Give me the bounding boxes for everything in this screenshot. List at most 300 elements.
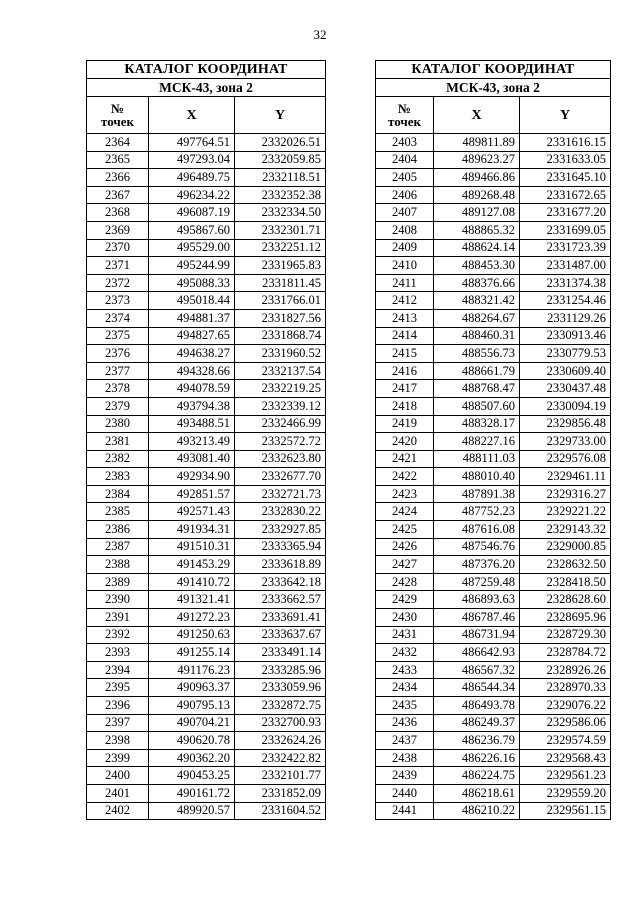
table-row bbox=[376, 749, 611, 767]
column-header-number: № точек bbox=[376, 97, 434, 134]
table-row bbox=[87, 732, 326, 750]
point-number: 2376 bbox=[87, 345, 149, 363]
table-row bbox=[376, 732, 611, 750]
point-number: 2399 bbox=[87, 749, 149, 767]
point-number: 2436 bbox=[376, 714, 434, 732]
column-header-x: X bbox=[149, 97, 235, 134]
x-coordinate: 488264.67 bbox=[434, 309, 520, 327]
point-number: 2423 bbox=[376, 485, 434, 503]
point-number: 2405 bbox=[376, 169, 434, 187]
x-coordinate: 490704.21 bbox=[149, 714, 235, 732]
x-coordinate: 489623.27 bbox=[434, 151, 520, 169]
point-number: 2425 bbox=[376, 521, 434, 539]
x-coordinate: 490453.25 bbox=[149, 767, 235, 785]
table-row bbox=[87, 151, 326, 169]
table-row bbox=[376, 679, 611, 697]
x-coordinate: 486249.37 bbox=[434, 714, 520, 732]
table-row bbox=[87, 257, 326, 275]
table-row bbox=[376, 609, 611, 627]
y-coordinate: 2331374.38 bbox=[520, 274, 611, 292]
y-coordinate: 2329461.11 bbox=[520, 468, 611, 486]
y-coordinate: 2333059.96 bbox=[235, 679, 326, 697]
point-number: 2434 bbox=[376, 679, 434, 697]
point-number: 2418 bbox=[376, 397, 434, 415]
y-coordinate: 2332059.85 bbox=[235, 151, 326, 169]
x-coordinate: 489466.86 bbox=[434, 169, 520, 187]
table-row bbox=[87, 380, 326, 398]
table-row bbox=[376, 802, 611, 820]
x-coordinate: 491176.23 bbox=[149, 661, 235, 679]
point-number: 2381 bbox=[87, 433, 149, 451]
y-coordinate: 2329856.48 bbox=[520, 415, 611, 433]
point-number: 2432 bbox=[376, 644, 434, 662]
x-coordinate: 491272.23 bbox=[149, 609, 235, 627]
y-coordinate: 2331254.46 bbox=[520, 292, 611, 310]
y-coordinate: 2331487.00 bbox=[520, 257, 611, 275]
catalog-title: КАТАЛОГ КООРДИНАТ bbox=[87, 61, 326, 79]
point-number: 2366 bbox=[87, 169, 149, 187]
y-coordinate: 2331827.56 bbox=[235, 309, 326, 327]
x-coordinate: 486642.93 bbox=[434, 644, 520, 662]
table-row bbox=[87, 538, 326, 556]
table-row bbox=[87, 503, 326, 521]
y-coordinate: 2333618.89 bbox=[235, 556, 326, 574]
y-coordinate: 2332721.73 bbox=[235, 485, 326, 503]
y-coordinate: 2331677.20 bbox=[520, 204, 611, 222]
point-number: 2395 bbox=[87, 679, 149, 697]
x-coordinate: 488453.30 bbox=[434, 257, 520, 275]
x-coordinate: 491410.72 bbox=[149, 573, 235, 591]
y-coordinate: 2329000.85 bbox=[520, 538, 611, 556]
y-coordinate: 2333285.96 bbox=[235, 661, 326, 679]
table-row bbox=[376, 169, 611, 187]
y-coordinate: 2332830.22 bbox=[235, 503, 326, 521]
point-number: 2417 bbox=[376, 380, 434, 398]
table-row bbox=[87, 573, 326, 591]
table-row bbox=[376, 433, 611, 451]
y-coordinate: 2333691.41 bbox=[235, 609, 326, 627]
point-number: 2433 bbox=[376, 661, 434, 679]
y-coordinate: 2332422.82 bbox=[235, 749, 326, 767]
table-row bbox=[87, 169, 326, 187]
y-coordinate: 2333642.18 bbox=[235, 573, 326, 591]
point-number: 2391 bbox=[87, 609, 149, 627]
x-coordinate: 488328.17 bbox=[434, 415, 520, 433]
point-number: 2386 bbox=[87, 521, 149, 539]
x-coordinate: 493213.49 bbox=[149, 433, 235, 451]
x-coordinate: 488460.31 bbox=[434, 327, 520, 345]
table-row bbox=[87, 661, 326, 679]
point-number: 2384 bbox=[87, 485, 149, 503]
x-coordinate: 490795.13 bbox=[149, 697, 235, 715]
table-row bbox=[87, 767, 326, 785]
point-number: 2365 bbox=[87, 151, 149, 169]
coordinate-catalog-right bbox=[375, 60, 611, 820]
y-coordinate: 2332624.26 bbox=[235, 732, 326, 750]
point-number: 2369 bbox=[87, 221, 149, 239]
point-number: 2428 bbox=[376, 573, 434, 591]
point-number: 2394 bbox=[87, 661, 149, 679]
x-coordinate: 488376.66 bbox=[434, 274, 520, 292]
point-number: 2398 bbox=[87, 732, 149, 750]
y-coordinate: 2331604.52 bbox=[235, 802, 326, 820]
table-row bbox=[376, 661, 611, 679]
x-coordinate: 491255.14 bbox=[149, 644, 235, 662]
x-coordinate: 486224.75 bbox=[434, 767, 520, 785]
x-coordinate: 491510.31 bbox=[149, 538, 235, 556]
y-coordinate: 2331960.52 bbox=[235, 345, 326, 363]
point-number: 2390 bbox=[87, 591, 149, 609]
table-row bbox=[87, 485, 326, 503]
table-row bbox=[376, 292, 611, 310]
table-row bbox=[376, 221, 611, 239]
point-number: 2388 bbox=[87, 556, 149, 574]
point-number: 2407 bbox=[376, 204, 434, 222]
x-coordinate: 495529.00 bbox=[149, 239, 235, 257]
x-coordinate: 496489.75 bbox=[149, 169, 235, 187]
catalog-rows bbox=[376, 134, 611, 820]
y-coordinate: 2332118.51 bbox=[235, 169, 326, 187]
x-coordinate: 490161.72 bbox=[149, 784, 235, 802]
x-coordinate: 489920.57 bbox=[149, 802, 235, 820]
point-number: 2370 bbox=[87, 239, 149, 257]
point-number: 2379 bbox=[87, 397, 149, 415]
y-coordinate: 2331616.15 bbox=[520, 134, 611, 152]
y-coordinate: 2332466.99 bbox=[235, 415, 326, 433]
table-row bbox=[376, 239, 611, 257]
point-number: 2426 bbox=[376, 538, 434, 556]
x-coordinate: 494638.27 bbox=[149, 345, 235, 363]
table-row bbox=[87, 644, 326, 662]
x-coordinate: 488227.16 bbox=[434, 433, 520, 451]
table-row bbox=[376, 186, 611, 204]
point-number: 2402 bbox=[87, 802, 149, 820]
x-coordinate: 488865.32 bbox=[434, 221, 520, 239]
y-coordinate: 2328418.50 bbox=[520, 573, 611, 591]
point-number: 2385 bbox=[87, 503, 149, 521]
table-row bbox=[376, 767, 611, 785]
y-coordinate: 2328926.26 bbox=[520, 661, 611, 679]
x-coordinate: 490963.37 bbox=[149, 679, 235, 697]
y-coordinate: 2331723.39 bbox=[520, 239, 611, 257]
point-number: 2373 bbox=[87, 292, 149, 310]
y-coordinate: 2329568.43 bbox=[520, 749, 611, 767]
table-row bbox=[376, 538, 611, 556]
point-number: 2422 bbox=[376, 468, 434, 486]
table-row bbox=[87, 556, 326, 574]
x-coordinate: 495088.33 bbox=[149, 274, 235, 292]
x-coordinate: 487616.08 bbox=[434, 521, 520, 539]
column-header-number: № точек bbox=[87, 97, 149, 134]
x-coordinate: 486236.79 bbox=[434, 732, 520, 750]
table-row bbox=[376, 327, 611, 345]
point-number: 2400 bbox=[87, 767, 149, 785]
point-number: 2378 bbox=[87, 380, 149, 398]
x-coordinate: 486731.94 bbox=[434, 626, 520, 644]
table-row bbox=[376, 204, 611, 222]
point-number: 2403 bbox=[376, 134, 434, 152]
x-coordinate: 491453.29 bbox=[149, 556, 235, 574]
point-number: 2368 bbox=[87, 204, 149, 222]
table-row bbox=[376, 468, 611, 486]
point-number: 2408 bbox=[376, 221, 434, 239]
y-coordinate: 2332101.77 bbox=[235, 767, 326, 785]
page-number: 32 bbox=[313, 27, 327, 42]
y-coordinate: 2333365.94 bbox=[235, 538, 326, 556]
table-row bbox=[376, 151, 611, 169]
x-coordinate: 488556.73 bbox=[434, 345, 520, 363]
x-coordinate: 487376.20 bbox=[434, 556, 520, 574]
point-number: 2419 bbox=[376, 415, 434, 433]
x-coordinate: 497293.04 bbox=[149, 151, 235, 169]
column-header-y: Y bbox=[520, 97, 611, 134]
y-coordinate: 2329221.22 bbox=[520, 503, 611, 521]
point-number: 2413 bbox=[376, 309, 434, 327]
table-row bbox=[376, 134, 611, 152]
point-number: 2396 bbox=[87, 697, 149, 715]
x-coordinate: 495018.44 bbox=[149, 292, 235, 310]
y-coordinate: 2332872.75 bbox=[235, 697, 326, 715]
table-row bbox=[87, 679, 326, 697]
y-coordinate: 2331645.10 bbox=[520, 169, 611, 187]
y-coordinate: 2332927.85 bbox=[235, 521, 326, 539]
y-coordinate: 2332251.12 bbox=[235, 239, 326, 257]
table-row bbox=[87, 309, 326, 327]
point-number: 2383 bbox=[87, 468, 149, 486]
x-coordinate: 486567.32 bbox=[434, 661, 520, 679]
y-coordinate: 2330779.53 bbox=[520, 345, 611, 363]
y-coordinate: 2331965.83 bbox=[235, 257, 326, 275]
x-coordinate: 487891.38 bbox=[434, 485, 520, 503]
x-coordinate: 493081.40 bbox=[149, 450, 235, 468]
table-row bbox=[376, 345, 611, 363]
y-coordinate: 2331699.05 bbox=[520, 221, 611, 239]
column-header-x: X bbox=[434, 97, 520, 134]
table-row bbox=[87, 221, 326, 239]
y-coordinate: 2329076.22 bbox=[520, 697, 611, 715]
table-row bbox=[87, 362, 326, 380]
x-coordinate: 492571.43 bbox=[149, 503, 235, 521]
point-number: 2431 bbox=[376, 626, 434, 644]
x-coordinate: 494881.37 bbox=[149, 309, 235, 327]
x-coordinate: 492934.90 bbox=[149, 468, 235, 486]
y-coordinate: 2329576.08 bbox=[520, 450, 611, 468]
table-row bbox=[87, 591, 326, 609]
x-coordinate: 488010.40 bbox=[434, 468, 520, 486]
point-number: 2382 bbox=[87, 450, 149, 468]
point-number: 2409 bbox=[376, 239, 434, 257]
y-coordinate: 2330609.40 bbox=[520, 362, 611, 380]
point-number: 2389 bbox=[87, 573, 149, 591]
x-coordinate: 489811.89 bbox=[434, 134, 520, 152]
x-coordinate: 490362.20 bbox=[149, 749, 235, 767]
y-coordinate: 2329586.06 bbox=[520, 714, 611, 732]
table-row bbox=[87, 433, 326, 451]
table-row bbox=[87, 697, 326, 715]
y-coordinate: 2332026.51 bbox=[235, 134, 326, 152]
y-coordinate: 2332677.70 bbox=[235, 468, 326, 486]
point-number: 2440 bbox=[376, 784, 434, 802]
x-coordinate: 486226.16 bbox=[434, 749, 520, 767]
y-coordinate: 2332623.80 bbox=[235, 450, 326, 468]
x-coordinate: 487752.23 bbox=[434, 503, 520, 521]
y-coordinate: 2331852.09 bbox=[235, 784, 326, 802]
table-row bbox=[376, 309, 611, 327]
x-coordinate: 489127.08 bbox=[434, 204, 520, 222]
y-coordinate: 2328970.33 bbox=[520, 679, 611, 697]
point-number: 2427 bbox=[376, 556, 434, 574]
point-number: 2438 bbox=[376, 749, 434, 767]
table-row bbox=[376, 257, 611, 275]
point-number: 2424 bbox=[376, 503, 434, 521]
x-coordinate: 488111.03 bbox=[434, 450, 520, 468]
x-coordinate: 486493.78 bbox=[434, 697, 520, 715]
table-row bbox=[376, 714, 611, 732]
table-row bbox=[376, 485, 611, 503]
point-number: 2371 bbox=[87, 257, 149, 275]
table-row bbox=[376, 784, 611, 802]
catalog-rows bbox=[87, 134, 326, 820]
table-row bbox=[87, 714, 326, 732]
table-row bbox=[87, 802, 326, 820]
point-number: 2416 bbox=[376, 362, 434, 380]
y-coordinate: 2330094.19 bbox=[520, 397, 611, 415]
y-coordinate: 2329316.27 bbox=[520, 485, 611, 503]
zone-label: МСК-43, зона 2 bbox=[87, 79, 326, 97]
y-coordinate: 2333662.57 bbox=[235, 591, 326, 609]
y-coordinate: 2329561.15 bbox=[520, 802, 611, 820]
y-coordinate: 2332219.25 bbox=[235, 380, 326, 398]
y-coordinate: 2328695.96 bbox=[520, 609, 611, 627]
table-row bbox=[376, 644, 611, 662]
x-coordinate: 488507.60 bbox=[434, 397, 520, 415]
point-number: 2367 bbox=[87, 186, 149, 204]
y-coordinate: 2332334.50 bbox=[235, 204, 326, 222]
x-coordinate: 496234.22 bbox=[149, 186, 235, 204]
table-row bbox=[87, 468, 326, 486]
x-coordinate: 486787.46 bbox=[434, 609, 520, 627]
point-number: 2404 bbox=[376, 151, 434, 169]
point-number: 2437 bbox=[376, 732, 434, 750]
x-coordinate: 496087.19 bbox=[149, 204, 235, 222]
point-number: 2441 bbox=[376, 802, 434, 820]
y-coordinate: 2330437.48 bbox=[520, 380, 611, 398]
point-number: 2374 bbox=[87, 309, 149, 327]
x-coordinate: 487546.76 bbox=[434, 538, 520, 556]
point-number: 2401 bbox=[87, 784, 149, 802]
x-coordinate: 492851.57 bbox=[149, 485, 235, 503]
table-row bbox=[376, 274, 611, 292]
table-row bbox=[376, 556, 611, 574]
x-coordinate: 486544.34 bbox=[434, 679, 520, 697]
table-row bbox=[376, 450, 611, 468]
table-row bbox=[376, 362, 611, 380]
x-coordinate: 490620.78 bbox=[149, 732, 235, 750]
point-number: 2439 bbox=[376, 767, 434, 785]
x-coordinate: 488768.47 bbox=[434, 380, 520, 398]
point-number: 2420 bbox=[376, 433, 434, 451]
x-coordinate: 486210.22 bbox=[434, 802, 520, 820]
table-row bbox=[376, 503, 611, 521]
catalog-title: КАТАЛОГ КООРДИНАТ bbox=[376, 61, 611, 79]
table-row bbox=[87, 450, 326, 468]
y-coordinate: 2330913.46 bbox=[520, 327, 611, 345]
x-coordinate: 497764.51 bbox=[149, 134, 235, 152]
y-coordinate: 2331129.26 bbox=[520, 309, 611, 327]
y-coordinate: 2328784.72 bbox=[520, 644, 611, 662]
table-row bbox=[376, 591, 611, 609]
table-row bbox=[87, 327, 326, 345]
table-row bbox=[376, 397, 611, 415]
x-coordinate: 495867.60 bbox=[149, 221, 235, 239]
y-coordinate: 2331811.45 bbox=[235, 274, 326, 292]
y-coordinate: 2329143.32 bbox=[520, 521, 611, 539]
point-number: 2372 bbox=[87, 274, 149, 292]
zone-label: МСК-43, зона 2 bbox=[376, 79, 611, 97]
x-coordinate: 494078.59 bbox=[149, 380, 235, 398]
point-number: 2430 bbox=[376, 609, 434, 627]
table-row bbox=[87, 609, 326, 627]
coordinate-catalog-left bbox=[86, 60, 326, 820]
table-row bbox=[87, 521, 326, 539]
table-row bbox=[87, 415, 326, 433]
point-number: 2393 bbox=[87, 644, 149, 662]
point-number: 2414 bbox=[376, 327, 434, 345]
table-row bbox=[376, 521, 611, 539]
y-coordinate: 2332572.72 bbox=[235, 433, 326, 451]
x-coordinate: 491250.63 bbox=[149, 626, 235, 644]
table-row bbox=[87, 186, 326, 204]
table-row bbox=[87, 239, 326, 257]
y-coordinate: 2328628.60 bbox=[520, 591, 611, 609]
table-row bbox=[376, 415, 611, 433]
y-coordinate: 2329733.00 bbox=[520, 433, 611, 451]
point-number: 2364 bbox=[87, 134, 149, 152]
point-number: 2412 bbox=[376, 292, 434, 310]
x-coordinate: 489268.48 bbox=[434, 186, 520, 204]
x-coordinate: 491934.31 bbox=[149, 521, 235, 539]
y-coordinate: 2332339.12 bbox=[235, 397, 326, 415]
point-number: 2410 bbox=[376, 257, 434, 275]
point-number: 2415 bbox=[376, 345, 434, 363]
x-coordinate: 493488.51 bbox=[149, 415, 235, 433]
table-row bbox=[87, 397, 326, 415]
y-coordinate: 2333637.67 bbox=[235, 626, 326, 644]
y-coordinate: 2329559.20 bbox=[520, 784, 611, 802]
point-number: 2406 bbox=[376, 186, 434, 204]
y-coordinate: 2329561.23 bbox=[520, 767, 611, 785]
x-coordinate: 487259.48 bbox=[434, 573, 520, 591]
y-coordinate: 2331868.74 bbox=[235, 327, 326, 345]
x-coordinate: 488321.42 bbox=[434, 292, 520, 310]
y-coordinate: 2332301.71 bbox=[235, 221, 326, 239]
table-row bbox=[87, 345, 326, 363]
table-row bbox=[87, 749, 326, 767]
point-number: 2397 bbox=[87, 714, 149, 732]
table-row bbox=[87, 626, 326, 644]
y-coordinate: 2332137.54 bbox=[235, 362, 326, 380]
table-row bbox=[87, 292, 326, 310]
y-coordinate: 2328632.50 bbox=[520, 556, 611, 574]
table-row bbox=[87, 784, 326, 802]
table-row bbox=[87, 134, 326, 152]
point-number: 2421 bbox=[376, 450, 434, 468]
y-coordinate: 2329574.59 bbox=[520, 732, 611, 750]
table-row bbox=[87, 274, 326, 292]
x-coordinate: 494328.66 bbox=[149, 362, 235, 380]
point-number: 2377 bbox=[87, 362, 149, 380]
x-coordinate: 494827.65 bbox=[149, 327, 235, 345]
